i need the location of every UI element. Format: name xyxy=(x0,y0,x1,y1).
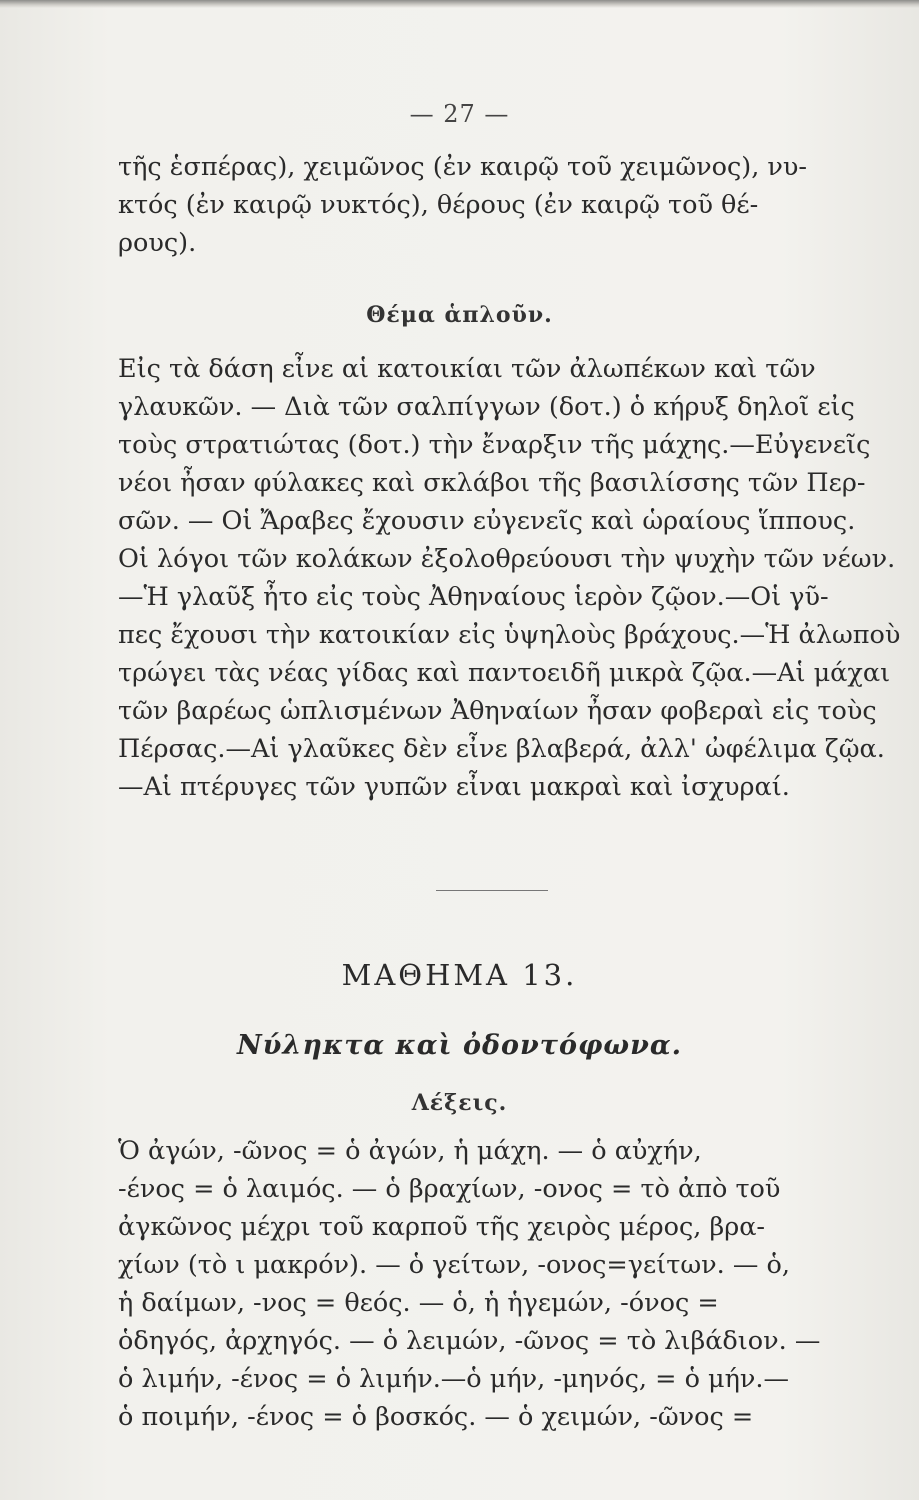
text-line: —Αἱ πτέρυγες τῶν γυπῶν εἶναι μακραὶ καὶ ἰσχυραί. xyxy=(118,772,790,802)
text-line: -ένος = ὁ λαιμός. — ὁ βραχίων, -ονος = τὸ ἀπὸ τοῦ xyxy=(118,1174,781,1204)
text-line: τῆς ἑσπέρας), χειμῶνος (ἐν καιρῷ τοῦ χειμῶνος), νυ- xyxy=(118,152,808,182)
text-line: νέοι ἦσαν φύλακες καὶ σκλάβοι τῆς βασιλίσσης τῶν Περ- xyxy=(118,468,866,498)
exercise-paragraph xyxy=(118,350,908,806)
lesson-title: ΜΑΘΗΜΑ 13. xyxy=(341,958,578,992)
text-line: ἀγκῶνος μέχρι τοῦ καρποῦ τῆς χειρὸς μέρος, βρα- xyxy=(118,1212,766,1242)
text-line: γλαυκῶν. — Διὰ τῶν σαλπίγγων (δοτ.) ὁ κήρυξ δηλοῖ εἰς xyxy=(118,392,855,422)
text-line: ἡ δαίμων, -νος = θεός. — ὁ, ἡ ἡγεμών, -όνος = xyxy=(118,1288,719,1318)
exercise-heading: Θέμα ἁπλοῦν. xyxy=(366,302,553,328)
text-line: τρώγει τὰς νέας γίδας καὶ παντοειδῆ μικρὰ ζῷα.—Αἱ μάχαι xyxy=(118,658,891,688)
vocabulary-paragraph xyxy=(118,1132,908,1436)
text-line: ὁ ποιμήν, -ένος = ὁ βοσκός. — ὁ χειμών, -ῶνος = xyxy=(118,1402,754,1432)
text-line: χίων (τὸ ι μακρόν). — ὁ γείτων, -ονος=γείτων. — ὁ, xyxy=(118,1250,790,1280)
page-number: — 27 — xyxy=(409,100,510,128)
text-line: Οἱ λόγοι τῶν κολάκων ἐξολοθρεύουσι τὴν ψυχὴν τῶν νέων. xyxy=(118,544,896,574)
text-line: Ὁ ἀγών, -ῶνος = ὁ ἀγών, ἡ μάχη. — ὁ αὐχήν, xyxy=(118,1136,702,1166)
text-line: σῶν. — Οἱ Ἄραβες ἔχουσιν εὐγενεῖς καὶ ὡραίους ἵππους. xyxy=(118,506,856,536)
text-line: —Ἡ γλαῦξ ἦτο εἰς τοὺς Ἀθηναίους ἱερὸν ζῷον.—Οἱ γῦ- xyxy=(118,582,829,612)
text-line: πες ἔχουσι τὴν κατοικίαν εἰς ὑψηλοὺς βράχους.—Ἡ ἀλωποὺ xyxy=(118,620,901,650)
lesson-subtitle: Νύληκτα καὶ ὀδοντόφωνα. xyxy=(236,1030,683,1061)
section-divider xyxy=(436,890,548,891)
text-line: τοὺς στρατιώτας (δοτ.) τὴν ἔναρξιν τῆς μάχης.—Εὐγενεῖς xyxy=(118,430,871,460)
vocabulary-heading: Λέξεις. xyxy=(411,1090,508,1116)
text-line: ὁ λιμήν, -ένος = ὁ λιμήν.—ὁ μήν, -μηνός, = ὁ μήν.— xyxy=(118,1364,790,1394)
text-line: ρους). xyxy=(118,228,197,258)
text-line: Εἰς τὰ δάση εἶνε αἱ κατοικίαι τῶν ἀλωπέκων καὶ τῶν xyxy=(118,354,816,384)
text-line: ὁδηγός, ἀρχηγός. — ὁ λειμών, -ῶνος = τὸ λιβάδιον. — xyxy=(118,1326,821,1356)
text-line: κτός (ἐν καιρῷ νυκτός), θέρους (ἐν καιρῷ τοῦ θέ- xyxy=(118,190,759,220)
intro-paragraph xyxy=(118,148,908,262)
text-line: τῶν βαρέως ὡπλισμένων Ἀθηναίων ἦσαν φοβεραὶ εἰς τοὺς xyxy=(118,696,877,726)
page-top-shadow xyxy=(0,0,919,8)
text-line: Πέρσας.—Αἱ γλαῦκες δὲν εἶνε βλαβερά, ἀλλ' ὠφέλιμα ζῷα. xyxy=(118,734,885,764)
